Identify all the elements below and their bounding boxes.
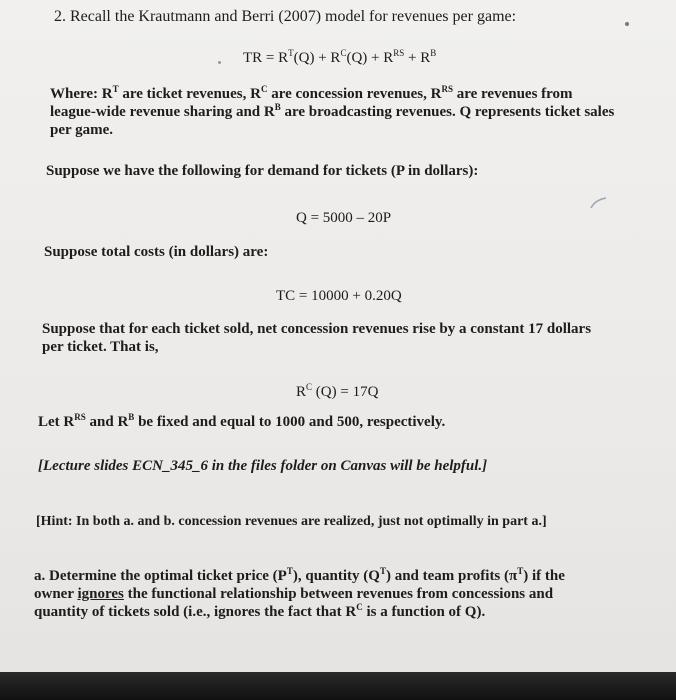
cost-intro: Suppose total costs (in dollars) are: xyxy=(44,244,269,260)
fixed-values: Let $R^{RS}$ and $R^B$ be fixed and equal to 1000 and 500, respectively. xyxy=(38,412,446,430)
where-line-3: per game. xyxy=(50,122,114,138)
demand-equation: Q = 5000 – 20P xyxy=(296,210,392,226)
tr-equation: TR = $R^T(Q) + R^C(Q) + R^{RS} + R^B$ xyxy=(243,48,437,66)
demand-intro: Suppose we have the following for demand for tickets (P in dollars): xyxy=(46,163,479,179)
concession-line-2: per ticket. That is, xyxy=(42,339,159,355)
pen-mark xyxy=(589,196,609,210)
part-a-line-2: owner ignores the functional relationship between revenues from concessions and xyxy=(34,586,554,602)
where-line-1: Where: $R^T$ are ticket revenues, $R^C$ are concession revenues, $R^{RS}$ are revenues from xyxy=(50,84,573,102)
part-a-line-3: quantity of tickets sold (i.e., ignores the fact that $R^C$ is a function of Q). xyxy=(34,602,486,620)
mark-dot xyxy=(218,61,221,64)
hint: [Hint: In both a. and b. concession revenues are realized, just not optimally in part a.] xyxy=(36,514,547,529)
part-a-line-1: a. Determine the optimal ticket price $(P^T)$, quantity $(Q^T)$ and team profits $(\pi^T)$ if the xyxy=(34,566,565,584)
cost-equation: TC = 10000 + 0.20Q xyxy=(276,288,402,304)
dark-bottom-edge xyxy=(0,672,676,700)
mark-dot xyxy=(625,22,629,26)
rc-equation: $R^C$ (Q) = 17Q xyxy=(296,382,379,400)
where-line-2: league-wide revenue sharing and $R^B$ are broadcasting revenues. Q represents ticket sales xyxy=(50,102,615,120)
question-title: 2. Recall the Krautmann and Berri (2007) model for revenues per game: xyxy=(54,8,517,25)
lecture-note: [Lecture slides ECN_345_6 in the files folder on Canvas will be helpful.] xyxy=(38,458,488,474)
concession-line-1: Suppose that for each ticket sold, net concession revenues rise by a constant 17 dollars xyxy=(42,321,592,337)
